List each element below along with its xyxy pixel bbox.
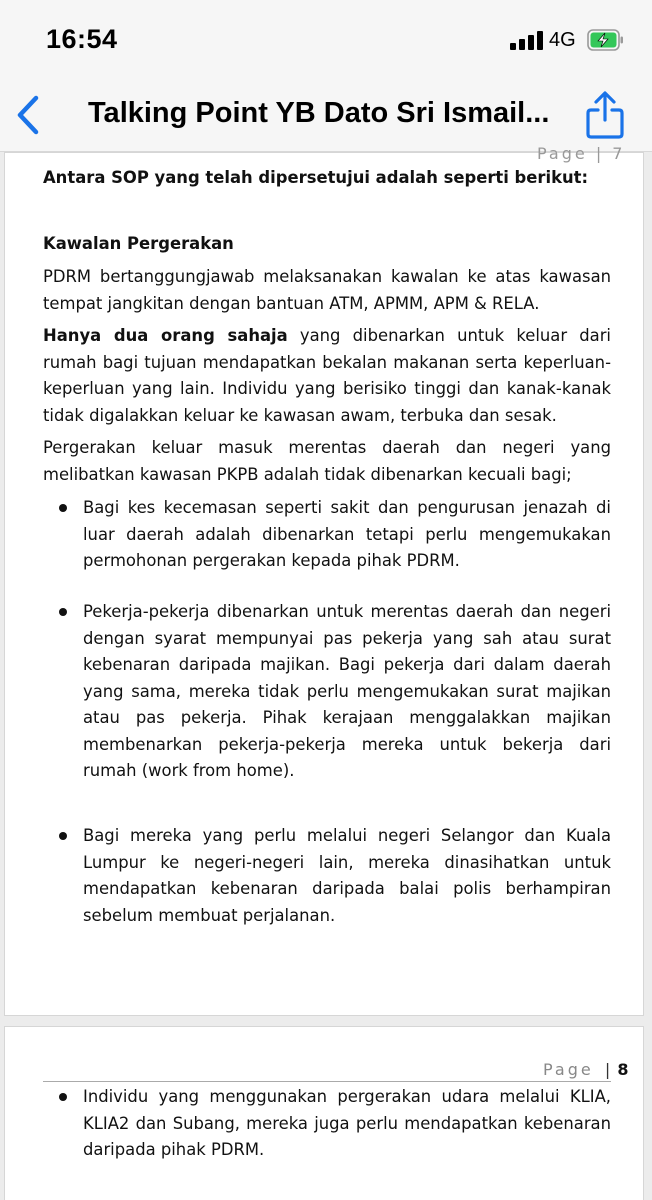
cellular-signal-icon xyxy=(510,30,544,50)
share-icon[interactable] xyxy=(584,90,626,140)
chevron-left-icon[interactable] xyxy=(10,92,46,138)
document-page-7 xyxy=(4,144,644,1016)
network-type: 4G xyxy=(549,29,576,51)
list-item-text: Bagi mereka yang perlu melalui negeri Selangor dan Kuala Lumpur ke negeri-negeri lain, mereka dinasihatkan untuk mendapatkan kebenaran daripada balai polis berhampiran sebelum membuat perjalanan. xyxy=(83,826,611,925)
paragraph-1: PDRM bertanggungjawab melaksanakan kawalan ke atas kawasan tempat jangkitan dengan bantuan ATM, APMM, APM & RELA. xyxy=(43,267,611,313)
page-separator: | xyxy=(604,1060,611,1079)
page-number xyxy=(543,1057,628,1084)
document-page-8 xyxy=(4,1026,644,1200)
status-bar xyxy=(0,0,652,78)
status-time: 16:54 xyxy=(46,24,118,54)
bullet-icon xyxy=(59,504,67,512)
page-label: Page xyxy=(543,1060,594,1079)
list-item-text: Individu yang menggunakan pergerakan udara melalui KLIA, KLIA2 dan Subang, mereka juga perlu mendapatkan kebenaran daripada pihak PDRM. xyxy=(83,1087,611,1159)
bullet-icon xyxy=(59,1093,67,1101)
page-header-fragment: Page | 7 xyxy=(537,144,626,163)
list-item-text: Bagi kes kecemasan seperti sakit dan pengurusan jenazah di luar daerah adalah dibenarkan tetapi perlu mengemukakan permohonan pergerakan kepada pihak PDRM. xyxy=(83,498,611,570)
paragraph-3: Pergerakan keluar masuk merentas daerah dan negeri yang melibatkan kawasan PKPB adalah tidak dibenarkan kecuali bagi; xyxy=(43,438,611,484)
paragraph-2 xyxy=(43,323,611,429)
paragraph-2-rest: yang dibenarkan untuk keluar dari rumah bagi tujuan mendapatkan bekalan makanan serta keperluan-keperluan yang lain. Individu yang berisiko tinggi dan kanak-kanak tidak digalakkan keluar ke kawasan awam, terbuka dan sesak. xyxy=(43,326,611,425)
section-heading: Kawalan Pergerakan xyxy=(43,234,234,253)
header-divider xyxy=(43,1081,611,1082)
bullet-icon xyxy=(59,832,67,840)
intro-text: Antara SOP yang telah dipersetujui adalah seperti berikut: xyxy=(43,168,589,187)
battery-charging-icon xyxy=(587,29,625,51)
page-number-value: 8 xyxy=(617,1060,629,1079)
bullet-icon xyxy=(59,608,67,616)
paragraph-2-bold: Hanya dua orang sahaja xyxy=(43,326,288,345)
list-item-text: Pekerja-pekerja dibenarkan untuk merentas daerah dan negeri dengan syarat mempunyai pas pekerja yang sah atau surat kebenaran daripada majikan. Bagi pekerja dari dalam daerah yang sama, mereka tidak perlu mengemukakan surat majikan atau pas pekerja. Pihak kerajaan menggalakkan majikan membenarkan pekerja-pekerja mereka untuk bekerja dari rumah (work from home). xyxy=(83,602,611,780)
document-title: Talking Point YB Dato Sri Ismail... xyxy=(88,97,550,129)
